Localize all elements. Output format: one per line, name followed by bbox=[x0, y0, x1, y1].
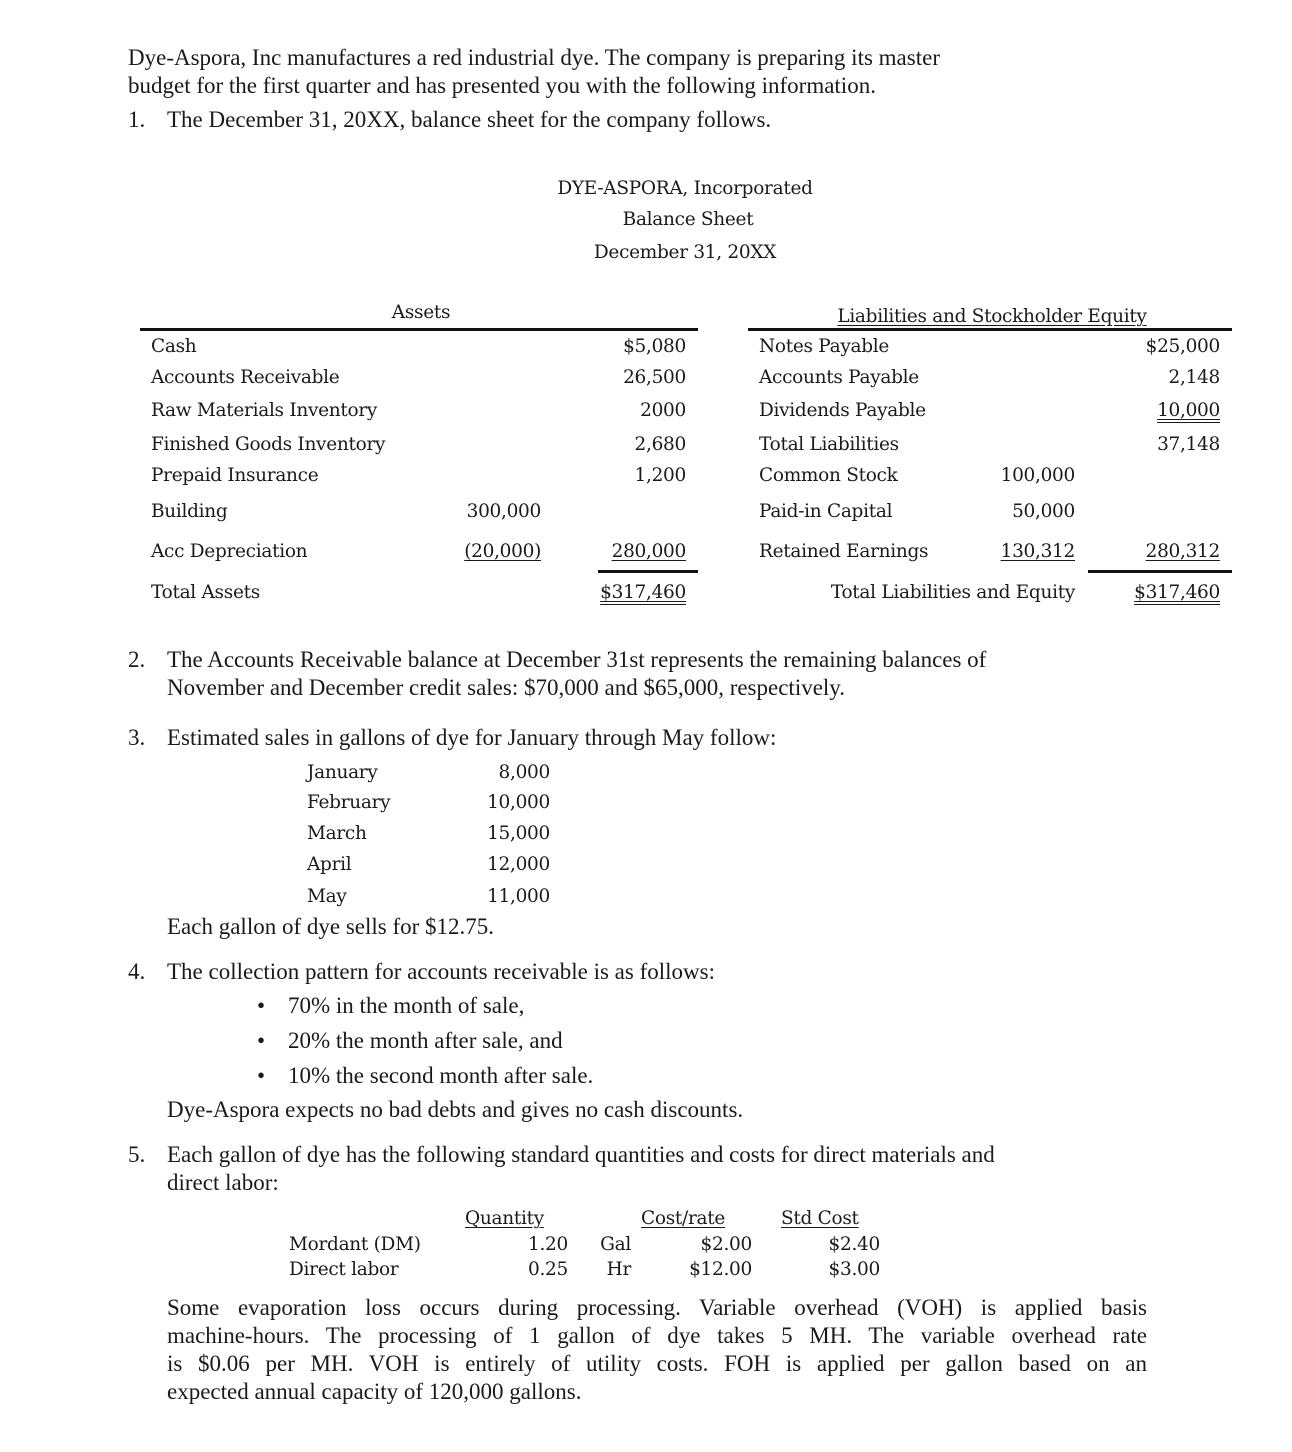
paragraph-line: Some evaporation loss occurs during processing. Variable overhead (VOH) is applied basis bbox=[167, 1295, 1147, 1320]
liability-label: Retained Earnings bbox=[759, 541, 929, 562]
cost-rate: $2.00 bbox=[700, 1234, 752, 1255]
item-2-number: 2. bbox=[128, 647, 146, 672]
liability-label: Accounts Payable bbox=[759, 367, 919, 388]
liability-amount: 280,312 bbox=[1145, 541, 1220, 562]
item-3-number: 3. bbox=[128, 725, 146, 750]
bullet-text: 10% the second month after sale. bbox=[288, 1063, 594, 1088]
cost-std: $2.40 bbox=[828, 1234, 880, 1255]
liabilities-header-rule bbox=[748, 328, 1232, 331]
liability-label: Common Stock bbox=[759, 465, 898, 486]
assets-header-rule bbox=[140, 328, 698, 331]
asset-label: Total Assets bbox=[151, 582, 260, 603]
asset-label: Raw Materials Inventory bbox=[151, 400, 378, 421]
cost-unit: Gal bbox=[600, 1234, 631, 1255]
item-1-number: 1. bbox=[128, 107, 146, 132]
liability-label: Dividends Payable bbox=[759, 400, 926, 421]
asset-subamount: (20,000) bbox=[464, 541, 541, 562]
liability-label: Paid-in Capital bbox=[759, 501, 893, 522]
bullet-icon: • bbox=[257, 1028, 266, 1053]
liability-subamount: 130,312 bbox=[1000, 541, 1075, 562]
bullet-icon: • bbox=[257, 993, 266, 1018]
cost-label: Direct labor bbox=[289, 1259, 399, 1280]
item-4-text: The collection pattern for accounts receivable is as follows: bbox=[167, 959, 715, 984]
sales-gallons: 15,000 bbox=[487, 823, 550, 844]
liability-amount: 37,148 bbox=[1157, 434, 1220, 455]
liability-amount: $317,460 bbox=[1134, 582, 1220, 603]
sales-gallons: 11,000 bbox=[487, 886, 550, 907]
asset-subamount: 300,000 bbox=[466, 501, 541, 522]
asset-amount: 26,500 bbox=[623, 367, 686, 388]
liability-label: Total Liabilities and Equity bbox=[830, 582, 1075, 603]
asset-amount: 1,200 bbox=[634, 465, 686, 486]
liability-subamount: 50,000 bbox=[1012, 501, 1075, 522]
asset-amount: $317,460 bbox=[600, 582, 686, 603]
asset-amount: 2,680 bbox=[634, 434, 686, 455]
asset-amount: 2000 bbox=[640, 400, 686, 421]
liability-amount: 10,000 bbox=[1157, 400, 1220, 421]
bullet-icon: • bbox=[257, 1063, 266, 1088]
statement-date: December 31, 20XX bbox=[593, 242, 777, 263]
asset-label: Cash bbox=[151, 336, 197, 357]
asset-label: Acc Depreciation bbox=[151, 541, 308, 562]
cost-unit: Hr bbox=[606, 1259, 631, 1280]
liability-label: Total Liabilities bbox=[759, 434, 899, 455]
liability-label: Notes Payable bbox=[759, 336, 890, 357]
item-1-text: The December 31, 20XX, balance sheet for the company follows. bbox=[167, 107, 772, 132]
asset-amount: $5,080 bbox=[623, 336, 686, 357]
cost-label: Mordant (DM) bbox=[289, 1234, 421, 1255]
item-2-line-1: The Accounts Receivable balance at December 31st represents the remaining balances of bbox=[167, 647, 987, 672]
asset-label: Accounts Receivable bbox=[151, 367, 340, 388]
company-name: DYE-ASPORA, Incorporated bbox=[557, 178, 813, 199]
bullet-text: 20% the month after sale, and bbox=[288, 1028, 563, 1053]
liability-amount: $25,000 bbox=[1145, 336, 1220, 357]
cost-rate: $12.00 bbox=[689, 1259, 752, 1280]
sales-gallons: 12,000 bbox=[487, 854, 550, 875]
cost-quantity: 1.20 bbox=[528, 1234, 568, 1255]
liabilities-total-rule bbox=[1088, 570, 1232, 573]
sales-month: January bbox=[307, 762, 378, 783]
asset-label: Prepaid Insurance bbox=[151, 465, 319, 486]
item-2-line-2: November and December credit sales: $70,000 and $65,000, respectively. bbox=[167, 675, 846, 700]
item-5-line-1: Each gallon of dye has the following standard quantities and costs for direct materials and bbox=[167, 1142, 995, 1167]
sales-month: February bbox=[307, 792, 391, 813]
header-cost-rate: Cost/rate bbox=[641, 1208, 726, 1229]
assets-header: Assets bbox=[391, 302, 451, 323]
liability-amount: 2,148 bbox=[1168, 367, 1220, 388]
item-3-text: Estimated sales in gallons of dye for January through May follow: bbox=[167, 725, 777, 750]
asset-amount: 280,000 bbox=[611, 541, 686, 562]
intro-line-1: Dye-Aspora, Inc manufactures a red industrial dye. The company is preparing its master bbox=[128, 45, 940, 70]
statement-title: Balance Sheet bbox=[622, 209, 754, 230]
paragraph-line: machine-hours. The processing of 1 gallon of dye takes 5 MH. The variable overhead rate bbox=[167, 1323, 1147, 1348]
sales-month: April bbox=[307, 854, 352, 875]
assets-total-rule bbox=[598, 570, 698, 573]
item-4-number: 4. bbox=[128, 959, 146, 984]
header-std-cost: Std Cost bbox=[781, 1208, 859, 1229]
price-note: Each gallon of dye sells for $12.75. bbox=[167, 914, 495, 939]
cost-quantity: 0.25 bbox=[528, 1259, 568, 1280]
header-quantity: Quantity bbox=[465, 1208, 544, 1229]
liabilities-header: Liabilities and Stockholder Equity bbox=[837, 306, 1147, 327]
asset-label: Building bbox=[151, 501, 228, 522]
sales-gallons: 10,000 bbox=[487, 792, 550, 813]
sales-month: May bbox=[307, 886, 347, 907]
bullet-text: 70% in the month of sale, bbox=[288, 993, 525, 1018]
item-4-note: Dye-Aspora expects no bad debts and gives no cash discounts. bbox=[167, 1097, 744, 1122]
intro-line-2: budget for the first quarter and has presented you with the following information. bbox=[128, 73, 876, 98]
item-5-number: 5. bbox=[128, 1142, 146, 1167]
paragraph-line: expected annual capacity of 120,000 gallons. bbox=[167, 1379, 582, 1404]
asset-label: Finished Goods Inventory bbox=[151, 434, 386, 455]
item-5-line-2: direct labor: bbox=[167, 1170, 279, 1195]
paragraph-line: is $0.06 per MH. VOH is entirely of utility costs. FOH is applied per gallon based on an bbox=[167, 1351, 1147, 1376]
sales-gallons: 8,000 bbox=[498, 762, 550, 783]
sales-month: March bbox=[307, 823, 367, 844]
cost-std: $3.00 bbox=[828, 1259, 880, 1280]
liability-subamount: 100,000 bbox=[1000, 465, 1075, 486]
